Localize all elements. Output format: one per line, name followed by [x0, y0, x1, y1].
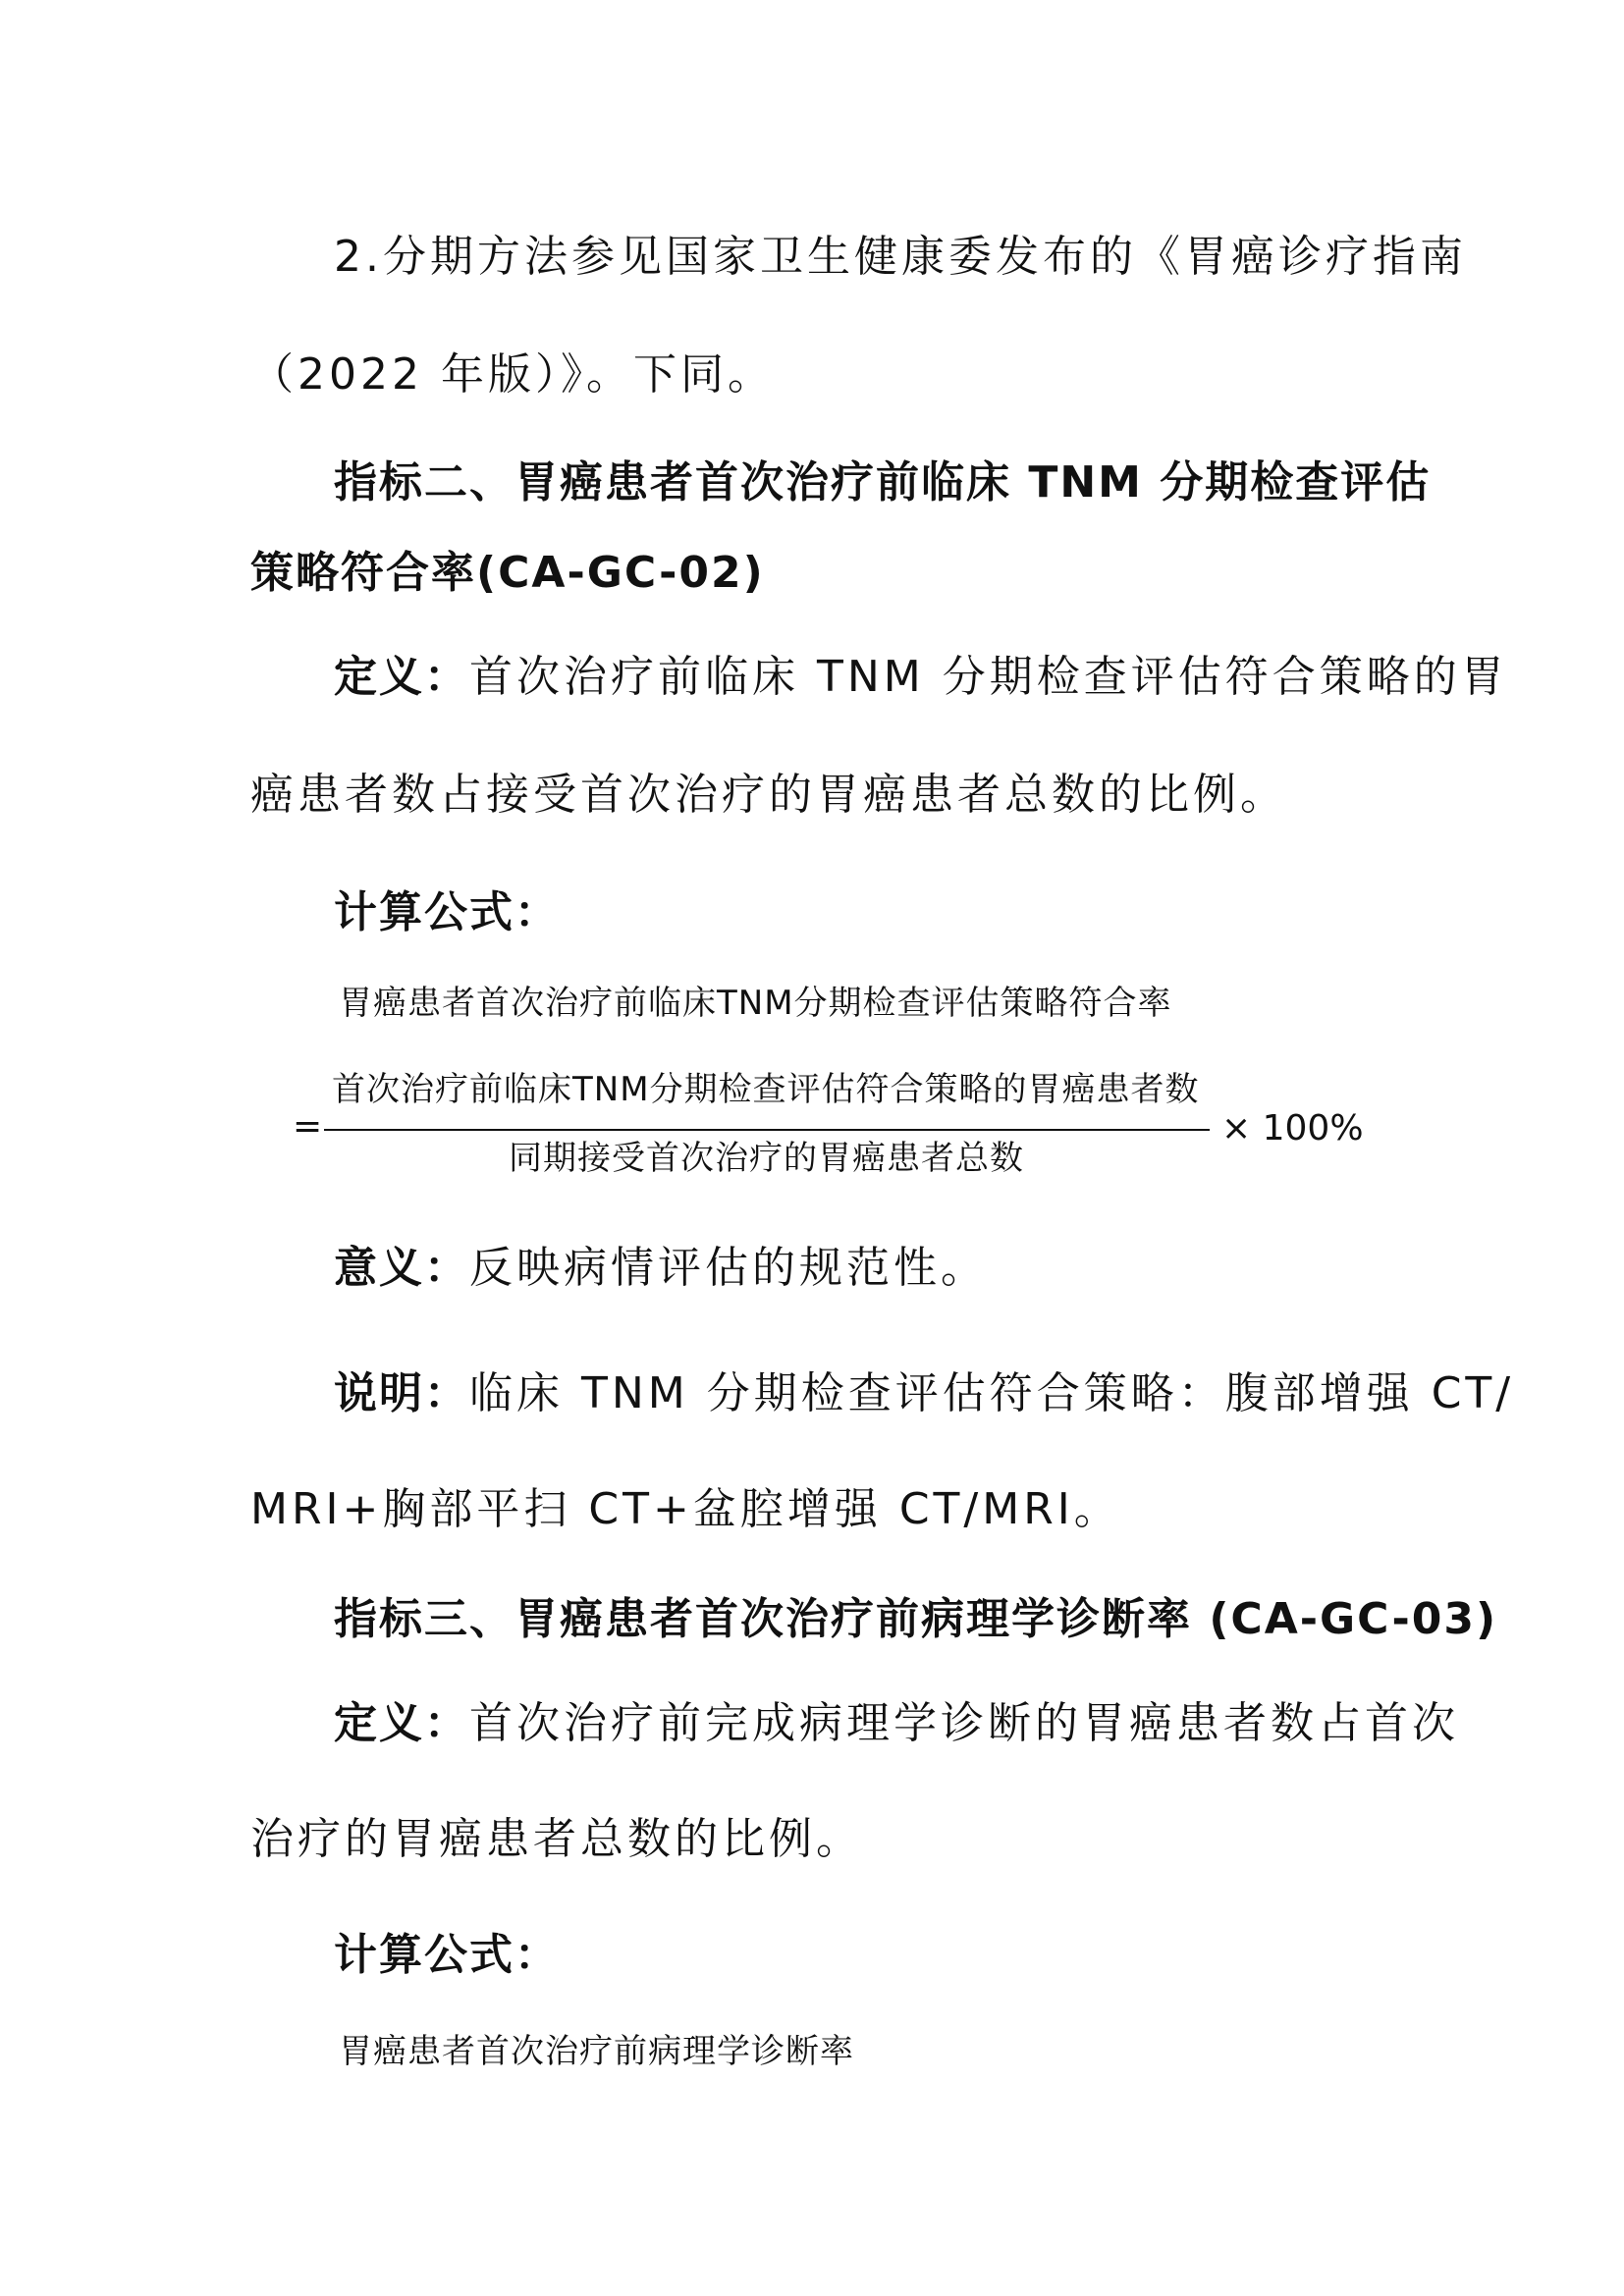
indicator-3-title: 指标三、胃癌患者首次治疗前病理学诊断率 (CA-GC-03) — [334, 1594, 1498, 1644]
formula-denominator: 同期接受首次治疗的胃癌患者总数 — [509, 1139, 1024, 1178]
definition-label: 定义： — [334, 1698, 469, 1748]
definition-label: 定义： — [334, 652, 469, 702]
formula-equals-sign: = — [293, 1106, 323, 1147]
paragraph-staging-note-line2: （2022 年版）》。下同。 — [250, 349, 775, 400]
paragraph-staging-note-line1: 2.分期方法参见国家卫生健康委发布的《胃癌诊疗指南 — [334, 232, 1467, 282]
formula-fraction-bar — [324, 1129, 1210, 1131]
meaning-text: 反映病情评估的规范性。 — [469, 1243, 988, 1293]
formula-multiplier: × 100% — [1221, 1108, 1364, 1148]
meaning-label: 意义： — [334, 1243, 469, 1293]
definition-text-line1: 首次治疗前完成病理学诊断的胃癌患者数占首次 — [469, 1698, 1459, 1748]
indicator-3-definition — [334, 1694, 1459, 1753]
indicator-2-note — [334, 1364, 1514, 1423]
note-label: 说明： — [334, 1368, 469, 1418]
note-text-line1: 临床 TNM 分期检查评估符合策略：腹部增强 CT/ — [469, 1368, 1515, 1418]
formula-numerator: 首次治疗前临床TNM分期检查评估符合策略的胃癌患者数 — [332, 1070, 1200, 1109]
indicator-2-formula-label: 计算公式： — [334, 887, 560, 937]
indicator-2-note-line2: MRI+胸部平扫 CT+盆腔增强 CT/MRI。 — [250, 1484, 1121, 1534]
formula-lhs: 胃癌患者首次治疗前临床TNM分期检查评估策略符合率 — [339, 984, 1172, 1023]
indicator-2-meaning — [334, 1239, 988, 1298]
indicator-3-definition-line2: 治疗的胃癌患者总数的比例。 — [250, 1814, 863, 1864]
indicator-2-definition — [334, 648, 1508, 707]
indicator-3-formula-lhs: 胃癌患者首次治疗前病理学诊断率 — [339, 2032, 854, 2071]
indicator-2-title-line2: 策略符合率(CA-GC-02) — [250, 548, 765, 598]
indicator-2-definition-line2: 癌患者数占接受首次治疗的胃癌患者总数的比例。 — [250, 770, 1287, 820]
indicator-2-title-line1: 指标二、胃癌患者首次治疗前临床 TNM 分期检查评估 — [334, 457, 1432, 507]
indicator-3-formula-label: 计算公式： — [334, 1930, 560, 1980]
definition-text-line1: 首次治疗前临床 TNM 分期检查评估符合策略的胃 — [469, 652, 1508, 702]
